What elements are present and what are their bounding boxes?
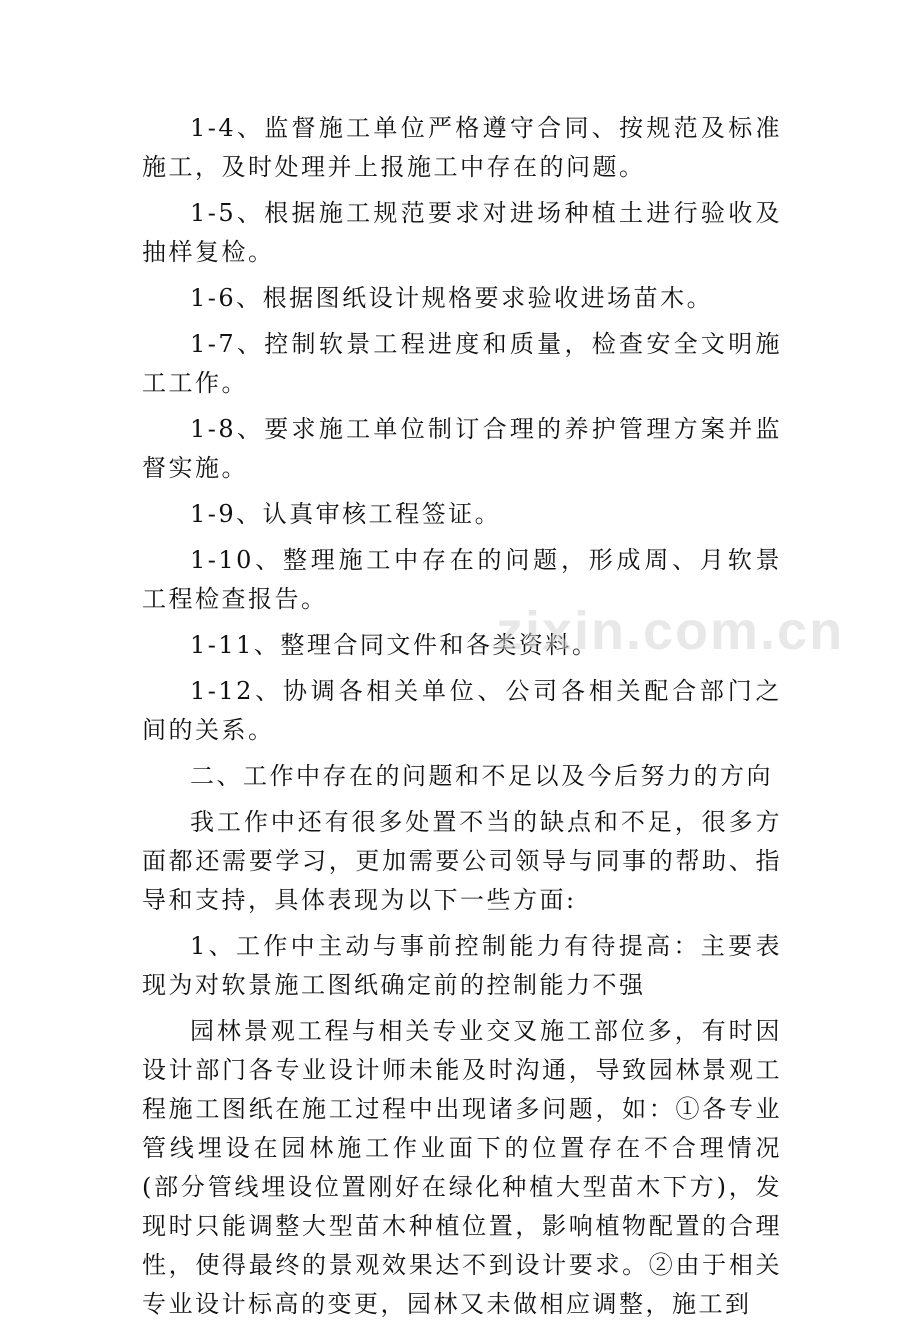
paragraph-1-11: 1-11、整理合同文件和各类资料。 (190, 631, 599, 659)
paragraph-1-6: 1-6、根据图纸设计规格要求验收进场苗木。 (190, 284, 714, 312)
document-body (142, 109, 782, 1331)
paragraph-1-10: 1-10、整理施工中存在的问题，形成周、月软景工程检查报告。 (142, 546, 782, 613)
paragraph-1-9: 1-9、认真审核工程签证。 (190, 500, 502, 528)
paragraph-1-5: 1-5、根据施工规范要求对进场种植土进行验收及抽样复检。 (142, 199, 782, 266)
paragraph-1-7: 1-7、控制软景工程进度和质量，检查安全文明施工工作。 (142, 330, 782, 397)
paragraph-detail: 园林景观工程与相关专业交叉施工部位多，有时因设计部门各专业设计师未能及时沟通，导致园林景观工程施工图纸在施工过程中出现诸多问题，如：①各专业管线埋设在园林施工作业面下的位置存在不合理情况(部分管线埋设位置刚好在绿化种植大型苗木下方)，发现时只能调整大型苗木种植位置，影响植物配置的合理性，使得最终的景观效果达不到设计要求。②由于相关专业设计标高的变更，园林又未做相应调整，施工到 (142, 1017, 782, 1318)
watermark-text: zixin.com.cn (496, 601, 845, 661)
paragraph-1-8: 1-8、要求施工单位制订合理的养护管理方案并监督实施。 (142, 415, 782, 482)
paragraph-1-12: 1-12、协调各相关单位、公司各相关配合部门之间的关系。 (142, 677, 782, 744)
paragraph-intro: 我工作中还有很多处置不当的缺点和不足，很多方面都还需要学习，更加需要公司领导与同事的帮助、指导和支持，具体表现为以下一些方面: (142, 808, 782, 914)
paragraph-1-4: 1-4、监督施工单位严格遵守合同、按规范及标准施工，及时处理并上报施工中存在的问题。 (142, 114, 782, 181)
paragraph-item-1: 1、工作中主动与事前控制能力有待提高：主要表现为对软景施工图纸确定前的控制能力不强 (142, 932, 782, 999)
section-heading-2: 二、工作中存在的问题和不足以及今后努力的方向 (190, 762, 773, 790)
